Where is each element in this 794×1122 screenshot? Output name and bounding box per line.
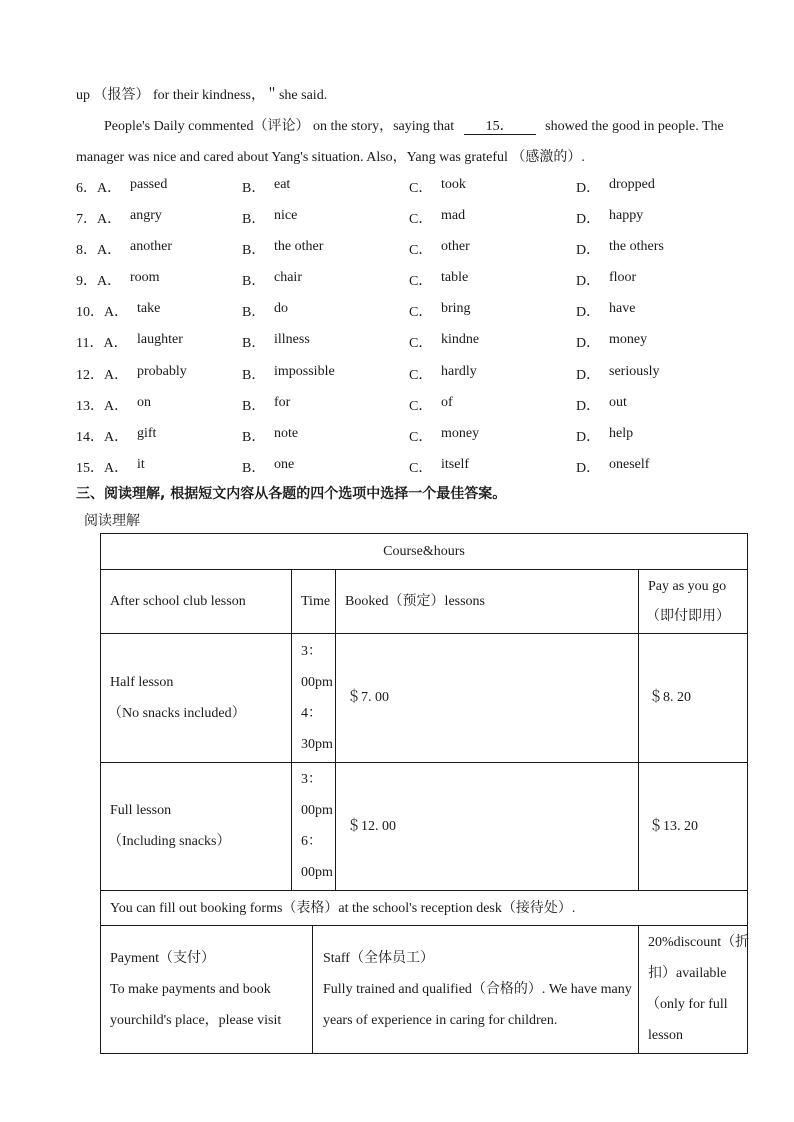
table-rule bbox=[312, 925, 313, 1053]
payment-title: Payment（支付） bbox=[110, 951, 215, 966]
option-d: money bbox=[609, 332, 648, 347]
table-rule bbox=[100, 890, 748, 891]
option-c-label: C． bbox=[409, 461, 433, 476]
option-a: take bbox=[137, 301, 161, 316]
option-c: kindne bbox=[441, 332, 480, 347]
option-b: note bbox=[274, 426, 299, 441]
payment-line-1: To make payments and book bbox=[110, 982, 271, 997]
option-d-label: D． bbox=[576, 212, 601, 227]
row-full-time-2: 00pm bbox=[301, 803, 333, 818]
option-b: illness bbox=[274, 332, 310, 347]
option-d-label: D． bbox=[576, 461, 601, 476]
option-c: took bbox=[441, 177, 466, 192]
option-c: table bbox=[441, 270, 469, 285]
row-full-time-1: 3： bbox=[301, 772, 322, 787]
option-d-label: D． bbox=[576, 305, 601, 320]
question-number: 15．A． bbox=[76, 461, 129, 476]
option-b: impossible bbox=[274, 364, 335, 379]
option-b: eat bbox=[274, 177, 291, 192]
option-c-label: C． bbox=[409, 274, 433, 289]
row-half-time-3: 4： bbox=[301, 706, 322, 721]
row-half-note: （No snacks included） bbox=[108, 706, 246, 721]
option-c-label: C． bbox=[409, 336, 433, 351]
staff-line-1: Fully trained and qualified（合格的）. We have many bbox=[323, 982, 632, 997]
staff-line-2: years of experience in caring for children. bbox=[323, 1013, 558, 1028]
passage-line-1: up （报答） for their kindness，＂she said. bbox=[76, 88, 328, 103]
option-b: the other bbox=[274, 239, 324, 254]
discount-line-3: （only for full bbox=[646, 997, 728, 1012]
option-c-label: C． bbox=[409, 368, 433, 383]
option-c-label: C． bbox=[409, 212, 433, 227]
option-d: out bbox=[609, 395, 627, 410]
option-a: laughter bbox=[137, 332, 183, 347]
option-c-label: C． bbox=[409, 305, 433, 320]
option-b-label: B． bbox=[242, 212, 266, 227]
option-c-label: C． bbox=[409, 430, 433, 445]
table-title: Course&hours bbox=[383, 544, 465, 559]
option-d: seriously bbox=[609, 364, 660, 379]
table-rule bbox=[100, 762, 748, 763]
option-d-label: D． bbox=[576, 368, 601, 383]
blank-15: 15． bbox=[464, 119, 536, 135]
option-b-label: B． bbox=[242, 336, 266, 351]
staff-title: Staff（全体员工） bbox=[323, 951, 434, 966]
option-a: passed bbox=[130, 177, 168, 192]
option-d-label: D． bbox=[576, 399, 601, 414]
table-rule bbox=[638, 569, 639, 890]
option-d: the others bbox=[609, 239, 664, 254]
question-number: 10．A． bbox=[76, 305, 129, 320]
table-rule bbox=[100, 569, 748, 570]
option-a: angry bbox=[130, 208, 162, 223]
question-number: 7．A． bbox=[76, 212, 122, 227]
table-rule bbox=[100, 533, 748, 534]
passage-line-2 bbox=[104, 115, 724, 135]
row-full-pay: ＄13. 20 bbox=[649, 819, 698, 834]
booking-note: You can fill out booking forms（表格）at the school's reception desk（接待处）. bbox=[110, 901, 576, 916]
option-b-label: B． bbox=[242, 399, 266, 414]
row-half-time-1: 3： bbox=[301, 644, 322, 659]
option-b: nice bbox=[274, 208, 298, 223]
payment-line-2: yourchild's place，please visit bbox=[110, 1013, 282, 1028]
table-rule bbox=[100, 925, 748, 926]
option-d: oneself bbox=[609, 457, 650, 472]
header-lesson: After school club lesson bbox=[110, 594, 246, 609]
option-d-label: D． bbox=[576, 336, 601, 351]
table-rule bbox=[335, 569, 336, 890]
passage-line-2-before: People's Daily commented（评论） on the story，saying that bbox=[104, 119, 455, 134]
question-number: 14．A． bbox=[76, 430, 129, 445]
passage-line-2-after: showed the good in people. The bbox=[545, 119, 724, 134]
option-a: it bbox=[137, 457, 145, 472]
option-c-label: C． bbox=[409, 181, 433, 196]
option-d-label: D． bbox=[576, 181, 601, 196]
option-b-label: B． bbox=[242, 430, 266, 445]
option-c: hardly bbox=[441, 364, 477, 379]
option-b: do bbox=[274, 301, 288, 316]
option-d: floor bbox=[609, 270, 637, 285]
option-c: itself bbox=[441, 457, 469, 472]
option-c: bring bbox=[441, 301, 471, 316]
question-number: 11．A． bbox=[76, 336, 128, 351]
row-half-time-4: 30pm bbox=[301, 737, 333, 752]
row-full-name: Full lesson bbox=[110, 803, 172, 818]
discount-line-1: 20%discount（折 bbox=[648, 935, 750, 950]
table-rule bbox=[747, 533, 748, 1054]
discount-line-4: lesson bbox=[648, 1028, 683, 1043]
course-table bbox=[100, 533, 748, 1054]
option-d-label: D． bbox=[576, 243, 601, 258]
option-d: have bbox=[609, 301, 636, 316]
table-rule bbox=[291, 569, 292, 890]
option-c: other bbox=[441, 239, 470, 254]
option-c: mad bbox=[441, 208, 466, 223]
table-rule bbox=[100, 533, 101, 1054]
option-b: chair bbox=[274, 270, 302, 285]
header-pay-line-2: （即付即用） bbox=[646, 609, 730, 624]
option-c: of bbox=[441, 395, 453, 410]
row-half-booked: ＄7. 00 bbox=[347, 690, 389, 705]
table-rule bbox=[638, 925, 639, 1053]
option-b-label: B． bbox=[242, 274, 266, 289]
option-b: one bbox=[274, 457, 295, 472]
header-booked: Booked（预定）lessons bbox=[345, 594, 485, 609]
option-d: happy bbox=[609, 208, 644, 223]
option-a: probably bbox=[137, 364, 187, 379]
row-full-note: （Including snacks） bbox=[108, 834, 231, 849]
question-number: 12．A． bbox=[76, 368, 129, 383]
option-c-label: C． bbox=[409, 399, 433, 414]
option-b: for bbox=[274, 395, 291, 410]
option-c: money bbox=[441, 426, 480, 441]
row-full-time-3: 6： bbox=[301, 834, 322, 849]
option-a: on bbox=[137, 395, 151, 410]
option-b-label: B． bbox=[242, 181, 266, 196]
header-time: Time bbox=[301, 594, 331, 609]
question-number: 8．A． bbox=[76, 243, 122, 258]
option-b-label: B． bbox=[242, 305, 266, 320]
option-d-label: D． bbox=[576, 274, 601, 289]
row-half-name: Half lesson bbox=[110, 675, 174, 690]
question-number: 13．A． bbox=[76, 399, 129, 414]
discount-line-2: 扣）available bbox=[648, 966, 727, 981]
option-d-label: D． bbox=[576, 430, 601, 445]
option-b-label: B． bbox=[242, 461, 266, 476]
table-rule bbox=[100, 1053, 748, 1054]
passage-line-3: manager was nice and cared about Yang's situation. Also，Yang was grateful （感激的）. bbox=[76, 150, 585, 165]
section-heading: 三、阅读理解, 根据短文内容从各题的四个选项中选择一个最佳答案。 bbox=[76, 486, 507, 502]
row-full-booked: ＄12. 00 bbox=[347, 819, 396, 834]
option-b-label: B． bbox=[242, 368, 266, 383]
option-d: help bbox=[609, 426, 634, 441]
section-subheading: 阅读理解 bbox=[84, 514, 140, 529]
option-b-label: B． bbox=[242, 243, 266, 258]
row-half-pay: ＄8. 20 bbox=[649, 690, 691, 705]
option-a: gift bbox=[137, 426, 157, 441]
row-half-time-2: 00pm bbox=[301, 675, 333, 690]
table-rule bbox=[100, 633, 748, 634]
question-number: 6．A． bbox=[76, 181, 122, 196]
question-number: 9．A． bbox=[76, 274, 122, 289]
option-a: another bbox=[130, 239, 172, 254]
row-full-time-4: 00pm bbox=[301, 865, 333, 880]
header-pay-line-1: Pay as you go bbox=[648, 579, 727, 594]
option-d: dropped bbox=[609, 177, 655, 192]
option-a: room bbox=[130, 270, 160, 285]
option-c-label: C． bbox=[409, 243, 433, 258]
